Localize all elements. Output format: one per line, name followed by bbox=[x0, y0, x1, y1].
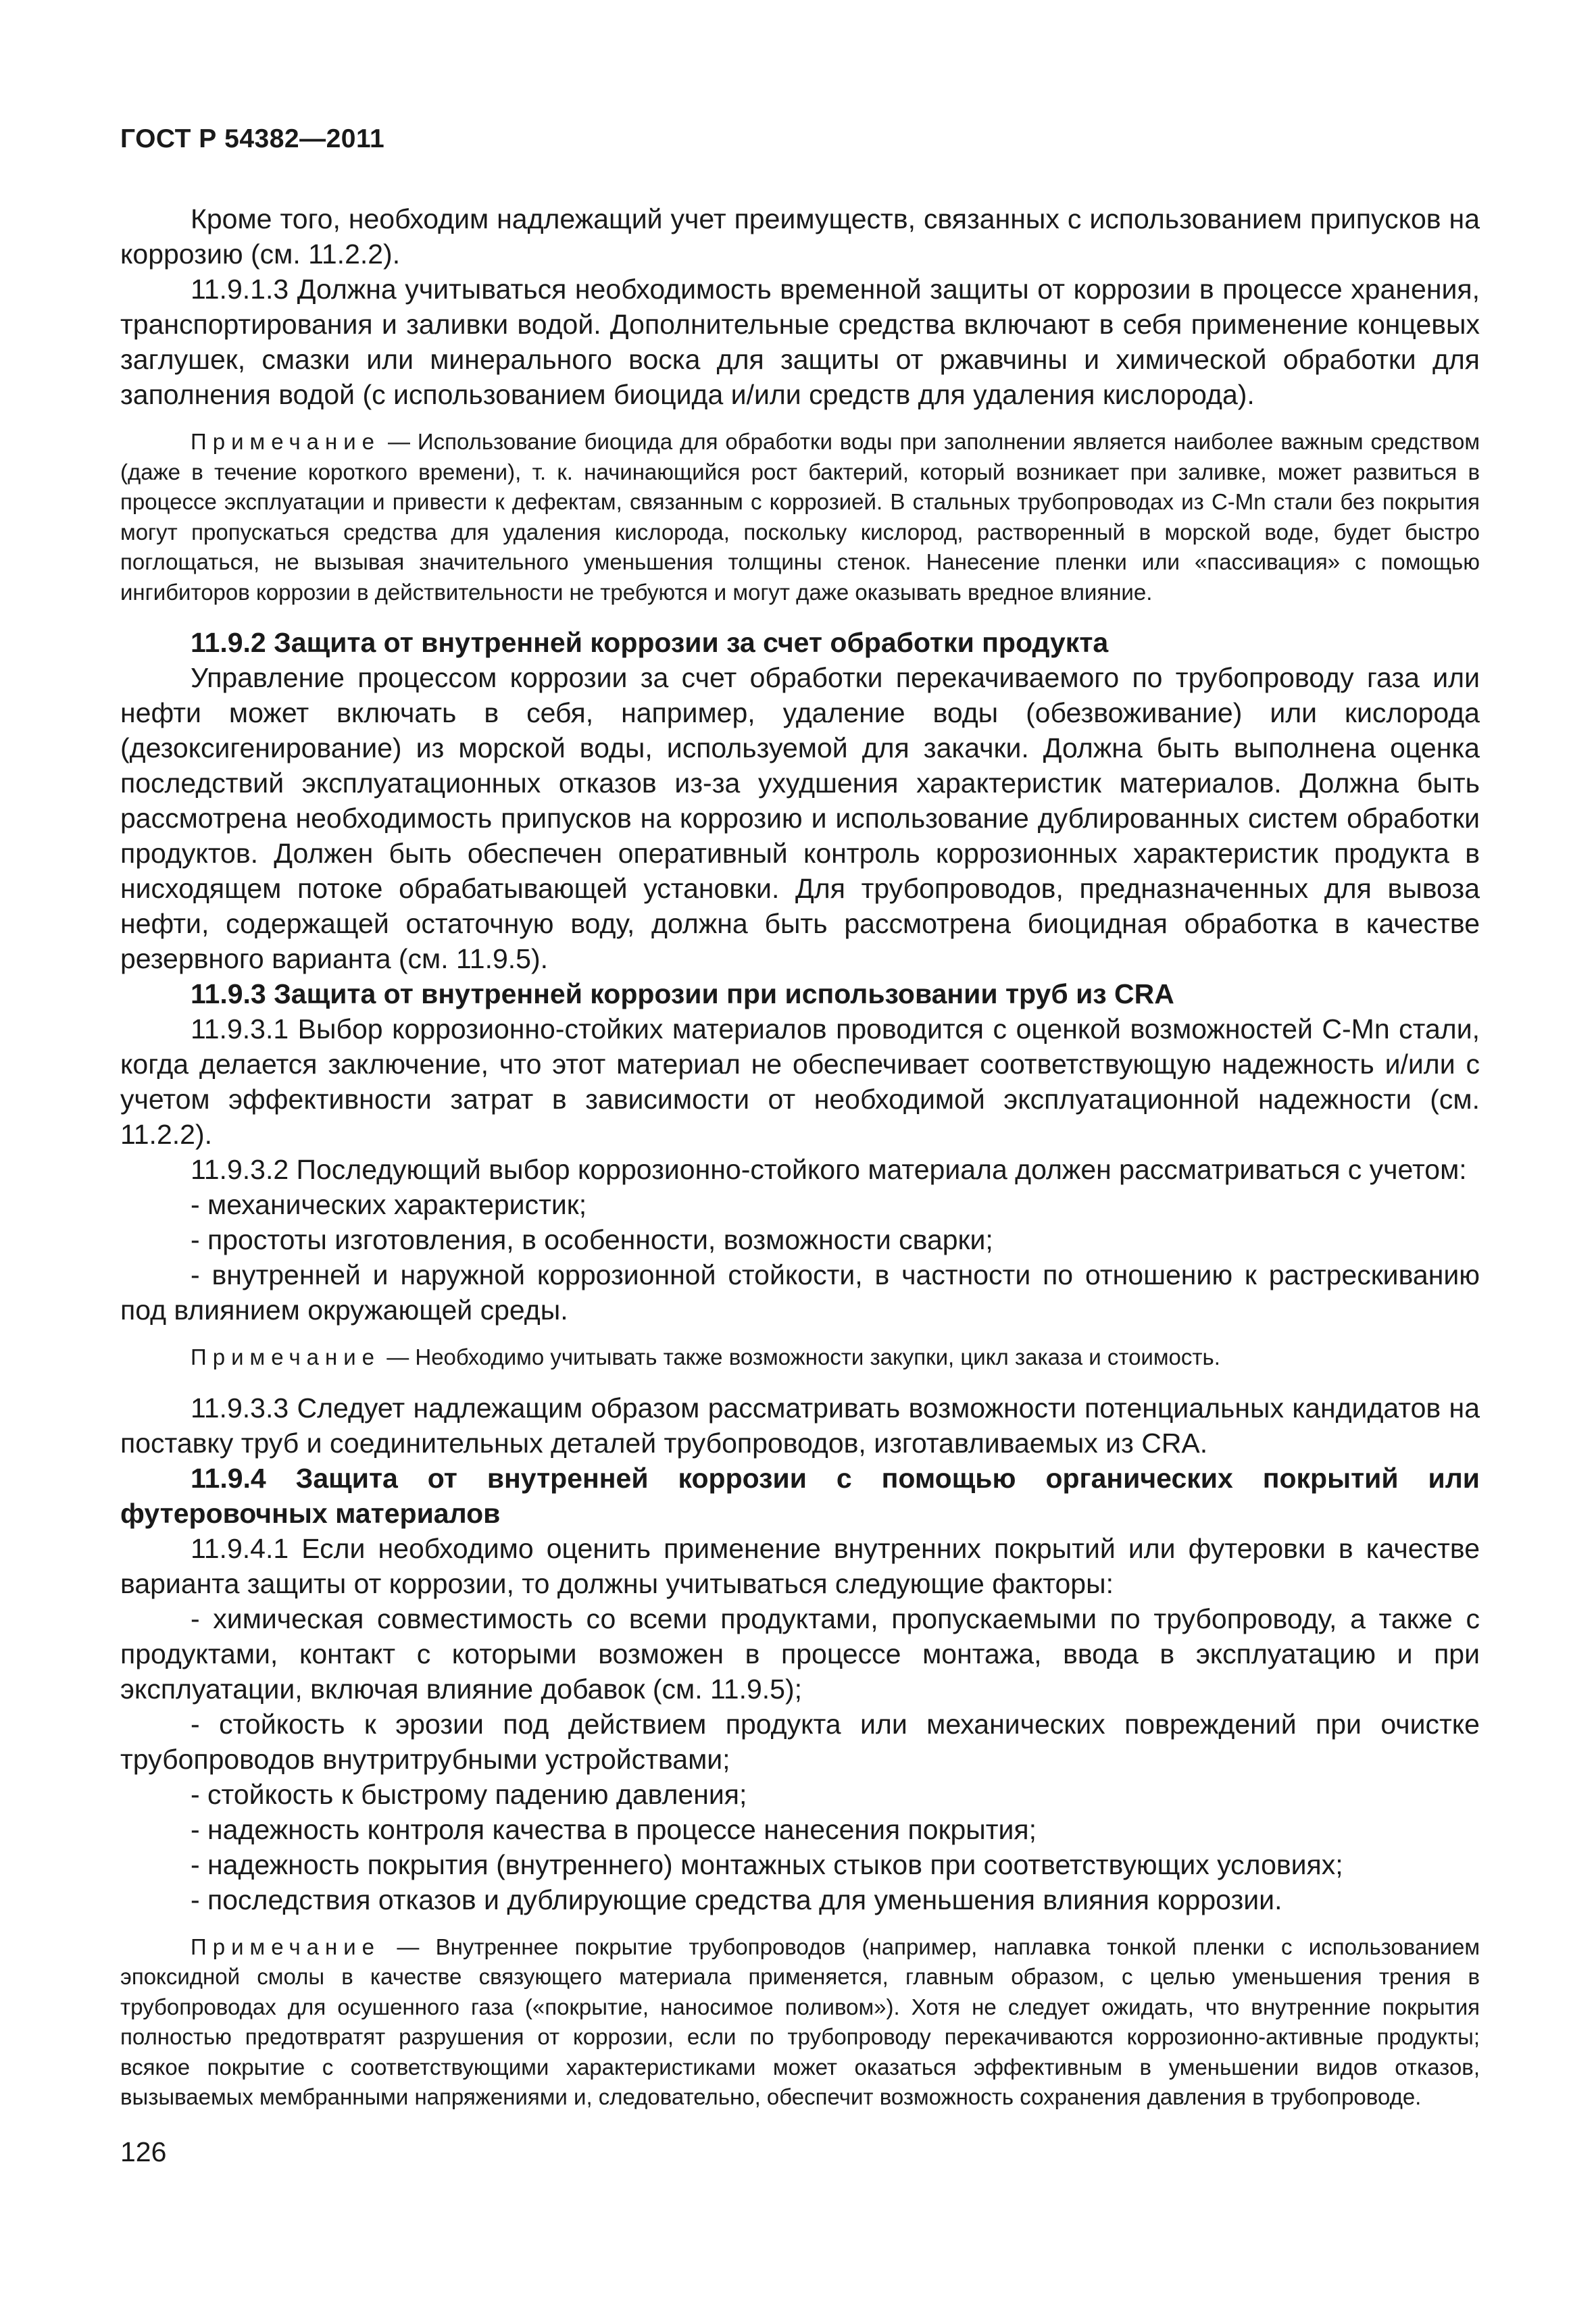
paragraph: 11.9.3.1 Выбор коррозионно-стойких материалов проводится с оценкой возможностей C-Mn стали, когда делается заключение, что этот материал не обеспечивает соответствующую надежность и/или с учетом эффективности затрат в зависимости от необходимой эксплуатационной надежности (см. 11.2.2). bbox=[120, 1013, 1480, 1150]
note bbox=[120, 1932, 1480, 2113]
note-text: — Необходимо учитывать также возможности закупки, цикл заказа и стоимость. bbox=[386, 1344, 1220, 1369]
list-item: - простоты изготовления, в особенности, возможности сварки; bbox=[191, 1224, 993, 1255]
document-header: ГОСТ Р 54382—2011 bbox=[120, 124, 385, 153]
list-item: - механических характеристик; bbox=[191, 1189, 587, 1220]
section-heading: 11.9.2 Защита от внутренней коррозии за счет обработки продукта bbox=[191, 627, 1109, 658]
paragraph: Управление процессом коррозии за счет обработки перекачиваемого по трубопроводу газа или нефти может включать в себя, например, удаление воды (обезвоживание) или кислорода (дезоксигенирование) из морской воды, используемой для закачки. Должна быть выполнена оценка последствий эксплуатационных отказов из-за ухудшения характеристик материалов. Должна быть рассмотрена необходимость припусков на коррозию и использование дублированных систем обработки продуктов. Должен быть обеспечен оперативный контроль коррозионных характеристик продукта в нисходящем потоке обрабатывающей установки. Для трубопроводов, предназначенных для вывоза нефти, содержащей остаточную воду, должна быть рассмотрена биоцидная обработка в качестве резервного варианта (см. 11.9.5). bbox=[120, 662, 1480, 974]
note bbox=[120, 427, 1480, 607]
list-item: - внутренней и наружной коррозионной стойкости, в частности по отношению к растрескиванию под влиянием окружающей среды. bbox=[120, 1259, 1480, 1326]
paragraph: 11.9.3.3 Следует надлежащим образом рассматривать возможности потенциальных кандидатов на поставку труб и соединительных деталей трубопроводов, изготавливаемых из CRA. bbox=[120, 1392, 1480, 1459]
list-item: - надежность покрытия (внутреннего) монтажных стыков при соответствующих условиях; bbox=[191, 1848, 1343, 1880]
list-item: - последствия отказов и дублирующие средства для уменьшения влияния коррозии. bbox=[191, 1884, 1282, 1915]
paragraph: 11.9.4.1 Если необходимо оценить применение внутренних покрытий или футеровки в качестве варианта защиты от коррозии, то должны учитываться следующие факторы: bbox=[120, 1532, 1480, 1599]
section-heading: 11.9.4 Защита от внутренней коррозии с помощью органических покрытий или футеровочных материалов bbox=[120, 1462, 1480, 1529]
paragraph: 11.9.3.2 Последующий выбор коррозионно-стойкого материала должен рассматриваться с учетом: bbox=[191, 1154, 1467, 1185]
paragraph: Кроме того, необходим надлежащий учет преимуществ, связанных с использованием припусков на коррозию (см. 11.2.2). bbox=[120, 203, 1480, 270]
note-text: — Внутреннее покрытие трубопроводов (например, наплавка тонкой пленки с использованием эпоксидной смолы в качестве связующего материала применяется, главным образом, с целью уменьшения трения в трубопроводах для осушенного газа («покрытие, наносимое поливом»). Хотя не следует ожидать, что внутренние покрытия полностью предотвратят разрушения от коррозии, если по трубопроводу перекачиваются коррозионно-активные продукты; всякое покрытие с соответствующими характеристиками может оказаться эффективным в уменьшении видов отказов, вызываемых мембранными напряжениями и, следовательно, обеспечит возможность сохранения давления в трубопроводе. bbox=[120, 1934, 1480, 2109]
note-label: Примечание bbox=[191, 1344, 381, 1369]
note-label: Примечание bbox=[191, 429, 381, 454]
list-item: - химическая совместимость со всеми продуктами, пропускаемыми по трубопроводу, а также с продуктами, контакт с которыми возможен в процессе монтажа, ввода в эксплуатацию и при эксплуатации, включая влияние добавок (см. 11.9.5); bbox=[120, 1603, 1480, 1705]
list-item: - стойкость к быстрому падению давления; bbox=[191, 1778, 747, 1810]
note-label: Примечание bbox=[191, 1934, 381, 1959]
page-number: 126 bbox=[120, 2136, 167, 2167]
paragraph: 11.9.1.3 Должна учитываться необходимость временной защиты от коррозии в процессе хранения, транспортирования и заливки водой. Дополнительные средства включают в себя применение концевых заглушек, смазки или минерального воска для защиты от ржавчины и химической обработки для заполнения водой (с использованием биоцида и/или средств для удаления кислорода). bbox=[120, 274, 1480, 410]
note-text: — Использование биоцида для обработки воды при заполнении является наиболее важным средством (даже в течение короткого времени), т. к. начинающийся рост бактерий, который возникает при заливке, может развиться в процессе эксплуатации и привести к дефектам, связанным с коррозией. В стальных трубопроводах из C-Mn стали без покрытия могут пропускаться средства для удаления кислорода, поскольку кислород, растворенный в морской воде, будет быстро поглощаться, не вызывая значительного уменьшения толщины стенок. Нанесение пленки или «пассивация» с помощью ингибиторов коррозии в действительности не требуются и могут даже оказывать вредное влияние. bbox=[120, 429, 1480, 605]
list-item: - стойкость к эрозии под действием продукта или механических повреждений при очистке трубопроводов внутритрубными устройствами; bbox=[120, 1708, 1480, 1775]
list-item: - надежность контроля качества в процессе нанесения покрытия; bbox=[191, 1813, 1037, 1845]
section-heading: 11.9.3 Защита от внутренней коррозии при использовании труб из CRA bbox=[191, 978, 1174, 1009]
document-body bbox=[120, 201, 1480, 2130]
note bbox=[120, 1342, 1480, 1373]
